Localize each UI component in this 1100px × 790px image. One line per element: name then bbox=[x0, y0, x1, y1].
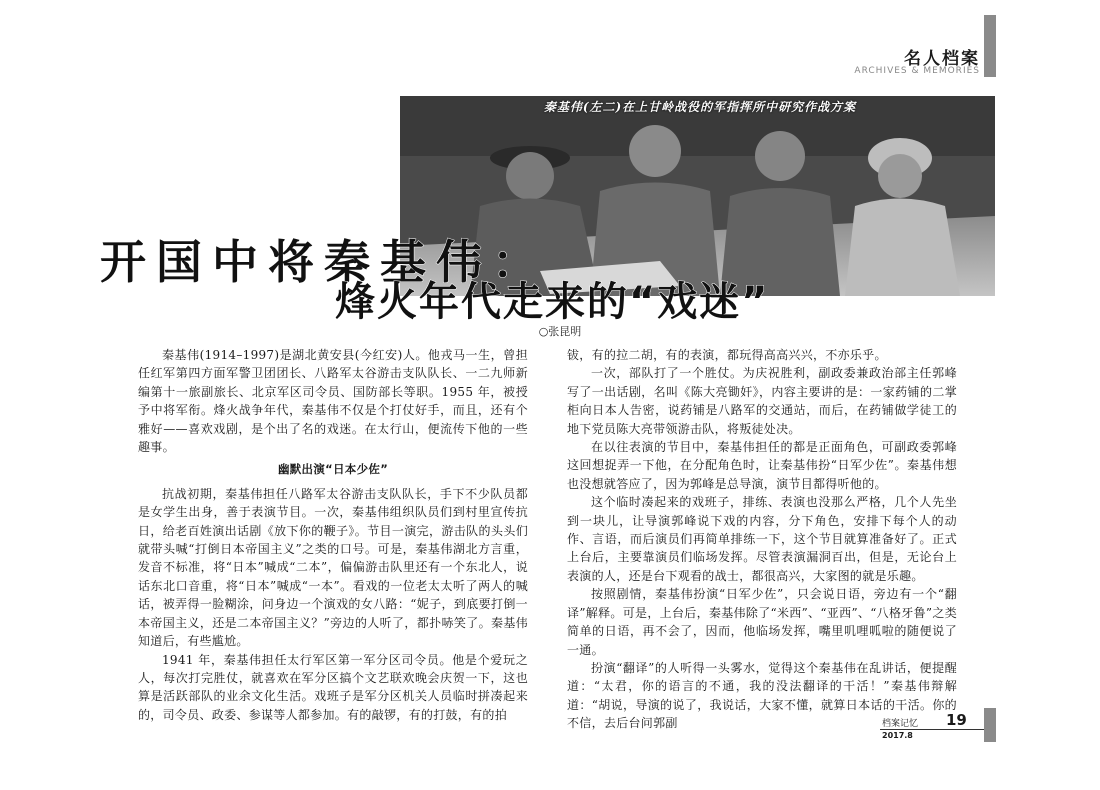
paragraph: 抗战初期，秦基伟担任八路军太谷游击支队队长，手下不少队员都是女学生出身，善于表演节目。一次，秦基伟组织队员们到村里宣传抗日，给老百姓演出话剧《放下你的鞭子》。节目一演完，游击队的头头们就带头喊“打倒日本帝国主义”之类的口号。可是，秦基伟湖北方言重，发音不标准，将“日本”喊成“二本”，偏偏游击队里还有一个东北人，说话东北口音重，将“日本”喊成“一本”。看戏的一位老太太听了两人的喊话，被弄得一脸糊涂，问身边一个演戏的女八路：“妮子，到底要打倒一本帝国主义，还是二本帝国主义？”旁边的人听了，都扑哧笑了。秦基伟知道后，有些尴尬。 bbox=[138, 486, 528, 649]
author-byline: ○张昆明 bbox=[538, 325, 582, 338]
paragraph: 扮演“翻译”的人听得一头雾水，觉得这个秦基伟在乱讲话，便提醒道：“太君，你的语言的不通，我的没法翻译的干活！”秦基伟辩解道：“胡说，导演的说了，我说话，大家不懂，就算日本话的干活。你的不信，去后台问郭副 bbox=[567, 660, 957, 731]
paragraph: 1941 年，秦基伟担任太行军区第一军分区司令员。他是个爱玩之人，每次打完胜仗，就喜欢在军分区搞个文艺联欢晚会庆贺一下，这也算是活跃部队的业余文化生活。戏班子是军分区机关人员临时拼凑起来的，司令员、政委、参谋等人都参加。有的敲锣，有的打鼓，有的拍 bbox=[138, 652, 528, 722]
left-column bbox=[138, 346, 528, 724]
footer-date: 2017.8 bbox=[882, 731, 913, 740]
paragraph: 钹，有的拉二胡，有的表演，都玩得高高兴兴，不亦乐乎。 bbox=[567, 348, 887, 362]
paragraph: 秦基伟(1914–1997)是湖北黄安县(今红安)人。他戎马一生，曾担任红军第四方面军警卫团团长、八路军太谷游击支队队长、一二九师新编第十一旅副旅长、北京军区司令员、国防部长等职。1955 年，被授予中将军衔。烽火战争年代，秦基伟不仅是个打仗好手，而且，还有个雅好——喜欢戏剧，是个出了名的戏迷。在太行山，便流传下他的一些趣事。 bbox=[138, 348, 528, 455]
photo-caption: 秦基伟(左二)在上甘岭战役的军指挥所中研究作战方案 bbox=[543, 100, 857, 114]
section-title: 名人档案 bbox=[904, 49, 980, 69]
section-subheading: 幽默出演“日本少佐” bbox=[277, 462, 389, 477]
page-number: 19 bbox=[946, 711, 967, 729]
section-subtitle: ARCHIVES & MEMORIES bbox=[854, 66, 980, 76]
header-accent-bar bbox=[984, 15, 996, 77]
paragraph: 按照剧情，秦基伟扮演“日军少佐”，只会说日语，旁边有一个“翻译”解释。可是，上台后，秦基伟除了“米西”、“亚西”、“八格牙鲁”之类简单的日语，再不会了，因而，他临场发挥，嘴里叽哩呱啦的随便说了一通。 bbox=[567, 587, 957, 657]
footer-divider bbox=[880, 729, 995, 730]
paragraph: 这个临时凑起来的戏班子，排练、表演也没那么严格，几个人先坐到一块儿，让导演郭峰说下戏的内容，分下角色，安排下每个人的动作、言语，而后演员们再简单排练一下，这个节目就算准备好了。正式上台后，主要靠演员们临场发挥。尽管表演漏洞百出，但是，无论台上表演的人，还是台下观看的战士，都很高兴，大家图的就是乐趣。 bbox=[567, 495, 957, 583]
footer-magazine-name: 档案记忆 bbox=[882, 719, 919, 729]
paragraph: 一次，部队打了一个胜仗。为庆祝胜利，副政委兼政治部主任郭峰写了一出话剧，名叫《陈大亮锄奸》，内容主要讲的是：一家药铺的二掌柜向日本人告密，说药铺是八路军的交通站，而后，在药铺做学徒工的地下党员陈大亮带领游击队，将叛徒处决。 bbox=[567, 366, 957, 436]
footer-accent-bar bbox=[984, 708, 996, 742]
paragraph: 在以往表演的节目中，秦基伟担任的都是正面角色，可副政委郭峰这回想捉弄一下他，在分配角色时，让秦基伟扮“日军少佐”。秦基伟想也没想就答应了，因为郭峰是总导演，演节目都得听他的。 bbox=[567, 440, 957, 491]
article-title-line1: 开国中将秦基伟： bbox=[100, 235, 548, 289]
right-column bbox=[567, 346, 957, 733]
article-title-line2: 烽火年代走来的“戏迷” bbox=[335, 279, 770, 325]
